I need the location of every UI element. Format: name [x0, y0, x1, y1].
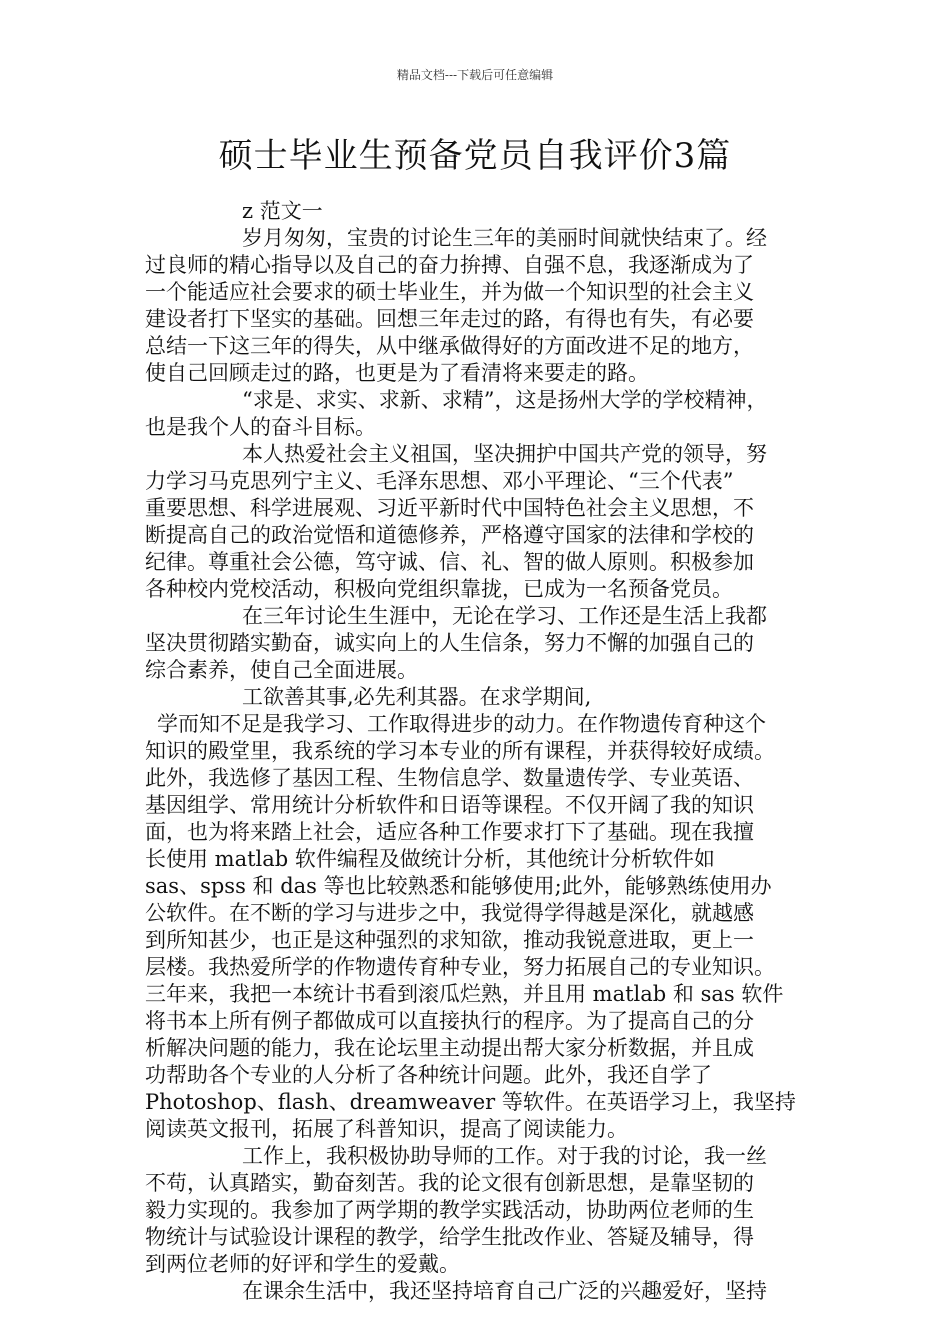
- body-text-line: 纪律。尊重社会公德，笃守诚、信、礼、智的做人原则。积极参加: [145, 550, 754, 574]
- body-text-line: 将书本上所有例子都做成可以直接执行的程序。为了提高自己的分: [145, 1009, 754, 1033]
- body-text-line: 工欲善其事,必先利其器。在求学期间,: [242, 685, 592, 709]
- body-text-line: 知识的殿堂里，我系统的学习本专业的所有课程，并获得较好成绩。: [145, 739, 775, 763]
- body-text-line: 面，也为将来踏上社会，适应各种工作要求打下了基础。现在我擅: [145, 820, 754, 844]
- body-text-line: 在三年讨论生生涯中，无论在学习、工作还是生活上我都: [242, 604, 767, 628]
- body-text-line: 不苟，认真踏实，勤奋刻苦。我的论文很有创新思想，是靠坚韧的: [145, 1171, 754, 1195]
- body-text-line: 也是我个人的奋斗目标。: [145, 415, 376, 439]
- body-text-line: 毅力实现的。我参加了两学期的教学实践活动，协助两位老师的生: [145, 1198, 754, 1222]
- body-text-line: 公软件。在不断的学习与进步之中，我觉得学得越是深化，就越感: [145, 901, 754, 925]
- body-text-line: 功帮助各个专业的人分析了各种统计问题。此外，我还自学了: [145, 1063, 712, 1087]
- header-note: 精品文档---下载后可任意编辑: [396, 68, 554, 82]
- body-text-line: 物统计与试验设计课程的教学，给学生批改作业、答疑及辅导，得: [145, 1225, 754, 1249]
- body-text-line: 到所知甚少，也正是这种强烈的求知欲，推动我锐意进取，更上一: [145, 928, 754, 952]
- body-text-line: 重要思想、科学进展观、习近平新时代中国特色社会主义思想，不: [145, 496, 754, 520]
- body-text-line: 综合素养，使自己全面进展。: [145, 658, 418, 682]
- body-text-line: 在课余生活中，我还坚持培育自己广泛的兴趣爱好，坚持: [242, 1279, 767, 1303]
- body-text-line: 学而知不足是我学习、工作取得进步的动力。在作物遗传育种这个: [157, 712, 766, 736]
- document-title: 硕士毕业生预备党员自我评价3篇: [218, 136, 732, 176]
- document-body: [145, 198, 825, 1305]
- body-text-line: 析解决问题的能力，我在论坛里主动提出帮大家分析数据，并且成: [145, 1036, 754, 1060]
- body-text-line: 总结一下这三年的得失，从中继承做得好的方面改进不足的地方，: [145, 334, 754, 358]
- body-text-line: 三年来，我把一本统计书看到滚瓜烂熟，并且用 matlab 和 sas 软件: [145, 982, 784, 1006]
- body-text-line: 建设者打下坚实的基础。回想三年走过的路，有得也有失，有必要: [145, 307, 754, 331]
- body-text-line: “求是、求实、求新、求精”，这是扬州大学的学校精神，: [242, 388, 768, 412]
- body-text-line: 过良师的精心指导以及自己的奋力拚搏、自强不息，我逐渐成为了: [145, 253, 754, 277]
- body-text-line: Photoshop、flash、dreamweaver 等软件。在英语学习上，我坚持: [145, 1090, 796, 1114]
- body-text-line: 工作上，我积极协助导师的工作。对于我的讨论，我一丝: [242, 1144, 767, 1168]
- body-text-line: 阅读英文报刊，拓展了科普知识，提高了阅读能力。: [145, 1117, 628, 1141]
- body-text-line: 力学习马克思列宁主义、毛泽东思想、邓小平理论、“三个代表”: [145, 469, 734, 493]
- body-text-line: 各种校内党校活动，积极向党组织靠拢，已成为一名预备党员。: [145, 577, 733, 601]
- body-text-line: 使自己回顾走过的路，也更是为了看清将来要走的路。: [145, 361, 649, 385]
- body-text-line: 此外，我选修了基因工程、生物信息学、数量遗传学、专业英语、: [145, 766, 754, 790]
- body-text-line: 到两位老师的好评和学生的爱戴。: [145, 1252, 460, 1276]
- body-text-line: 本人热爱社会主义祖国，坚决拥护中国共产党的领导，努: [242, 442, 767, 466]
- body-text-line: 长使用 matlab 软件编程及做统计分析，其他统计分析软件如: [145, 847, 715, 871]
- body-text-line: 基因组学、常用统计分析软件和日语等课程。不仅开阔了我的知识: [145, 793, 754, 817]
- body-text-line: 坚决贯彻踏实勤奋，诚实向上的人生信条，努力不懈的加强自己的: [145, 631, 754, 655]
- body-text-line: z 范文一: [242, 199, 323, 223]
- body-text-line: 一个能适应社会要求的硕士毕业生，并为做一个知识型的社会主义: [145, 280, 754, 304]
- body-text-line: 岁月匆匆，宝贵的讨论生三年的美丽时间就快结束了。经: [242, 226, 767, 250]
- body-text-line: 断提高自己的政治觉悟和道德修养，严格遵守国家的法律和学校的: [145, 523, 754, 547]
- body-text-line: sas、spss 和 das 等也比较熟悉和能够使用;此外，能够熟练使用办: [145, 874, 772, 898]
- body-text-line: 层楼。我热爱所学的作物遗传育种专业，努力拓展自己的专业知识。: [145, 955, 775, 979]
